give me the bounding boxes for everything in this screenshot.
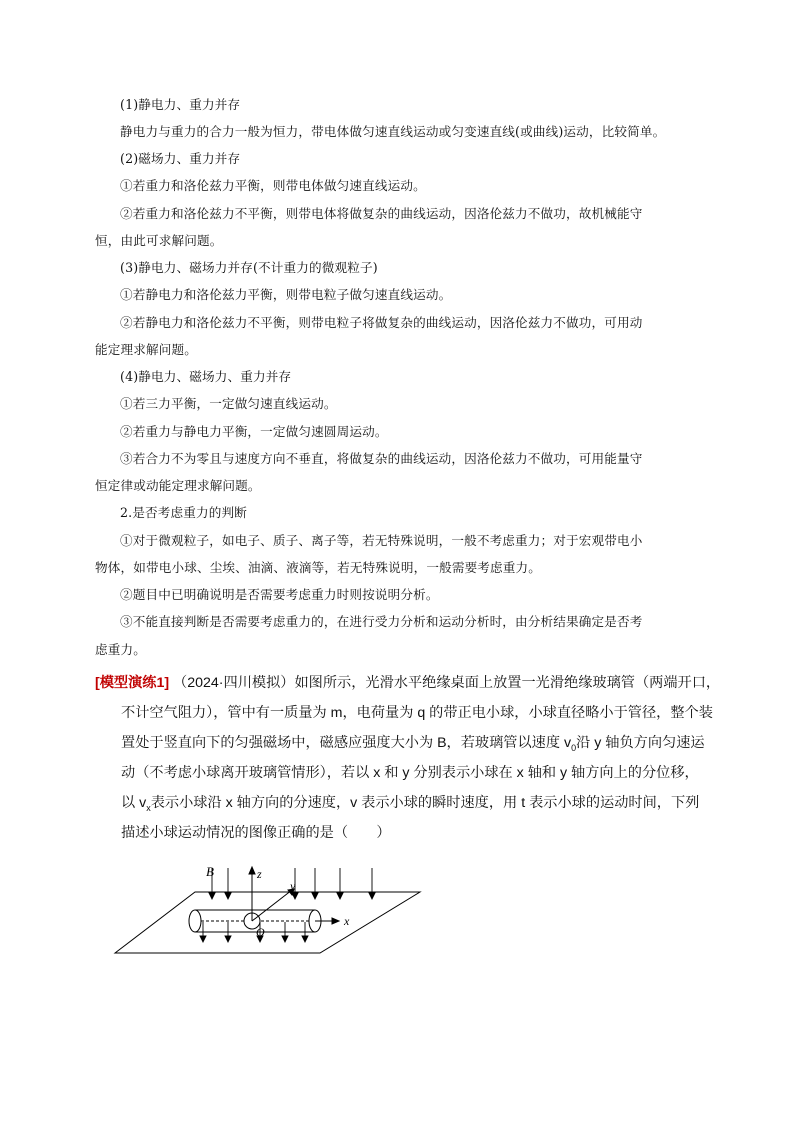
heading-gravity-judgement: 2.是否考虑重力的判断 — [120, 505, 248, 520]
exercise-line: 置处于竖直向下的匀强磁场中，磁感应强度大小为 B，若玻璃管以速度 $v_0$沿 y 轴负方向匀速运 — [121, 735, 705, 753]
label-y: y — [290, 879, 296, 893]
paragraph-text: ③不能直接判断是否需要考虑重力的，在进行受力分析和运动分析时，由分析结果确定是否考 — [120, 614, 643, 629]
paragraph-text: ②若重力和洛伦兹力不平衡，则带电体将做复杂的曲线运动，因洛伦兹力不做功，故机械能守 — [120, 206, 643, 221]
heading-three-forces: (4)静电力、磁场力、重力并存 — [120, 369, 292, 384]
label-x: x — [344, 914, 350, 928]
heading-static-magnetic: (3)静电力、磁场力并存(不计重力的微观粒子) — [120, 260, 378, 275]
exercise-block — [95, 668, 721, 848]
paragraph-text: 能定理求解问题。 — [95, 342, 197, 357]
paragraph-text: 物体，如带电小球、尘埃、油滴、液滴等，若无特殊说明，一般需要考虑重力。 — [95, 560, 542, 575]
exercise-tag: [模型演练1] — [95, 675, 170, 691]
heading-magnetic-gravity: (2)磁场力、重力并存 — [120, 151, 241, 166]
exercise-line: 描述小球运动情况的图像正确的是（ ） — [121, 825, 391, 841]
paragraph-text: ②若重力与静电力平衡，一定做匀速圆周运动。 — [120, 424, 388, 439]
paragraph-text: ①若静电力和洛伦兹力平衡，则带电粒子做匀速直线运动。 — [120, 287, 452, 302]
exercise-line: 不计空气阻力），管中有一质量为 m，电荷量为 q 的带正电小球，小球直径略小于管径，整个装 — [121, 705, 713, 721]
table-surface — [115, 892, 420, 953]
paragraph-text: ③若合力不为零且与速度方向不垂直，将做复杂的曲线运动，因洛伦兹力不做功，可用能量守 — [120, 451, 643, 466]
paragraph-text: ①对于微观粒子，如电子、质子、离子等，若无特殊说明，一般不考虑重力；对于宏观带电小 — [120, 533, 643, 548]
paragraph-text: ②题目中已明确说明是否需要考虑重力时则按说明分析。 — [120, 587, 439, 602]
field-lines — [200, 868, 375, 942]
paragraph-text: 恒定律或动能定理求解问题。 — [95, 478, 261, 493]
label-O: O — [256, 925, 265, 939]
paragraph-text: 静电力与重力的合力一般为恒力，带电体做匀速直线运动或匀变速直线(或曲线)运动，比较简单。 — [120, 124, 666, 139]
label-z: z — [257, 867, 262, 881]
paragraph-text: ①若重力和洛伦兹力平衡，则带电体做匀速直线运动。 — [120, 178, 426, 193]
exercise-line: 动（不考虑小球离开玻璃管情形），若以 x 和 y 分别表示小球在 x 轴和 y 轴方向上的分位移， — [121, 765, 699, 781]
magnetic-field-tube-figure — [110, 860, 430, 960]
label-B: B — [206, 864, 214, 879]
paragraph-text: ①若三力平衡，一定做匀速直线运动。 — [120, 396, 337, 411]
paragraph-text: ②若静电力和洛伦兹力不平衡，则带电粒子将做复杂的曲线运动，因洛伦兹力不做功，可用动 — [120, 315, 643, 330]
paragraph-text: 虑重力。 — [95, 642, 146, 657]
exercise-line: （2024·四川模拟）如图所示，光滑水平绝缘桌面上放置一光滑绝缘玻璃管（两端开口， — [173, 675, 721, 691]
exercise-line: 以 $v_x$表示小球沿 x 轴方向的分速度，v 表示小球的瞬时速度，用 t 表示小球的运动时间，下列 — [121, 795, 700, 813]
paragraph-text: 恒，由此可求解问题。 — [95, 233, 223, 248]
heading-static-gravity: (1)静电力、重力并存 — [120, 97, 241, 112]
